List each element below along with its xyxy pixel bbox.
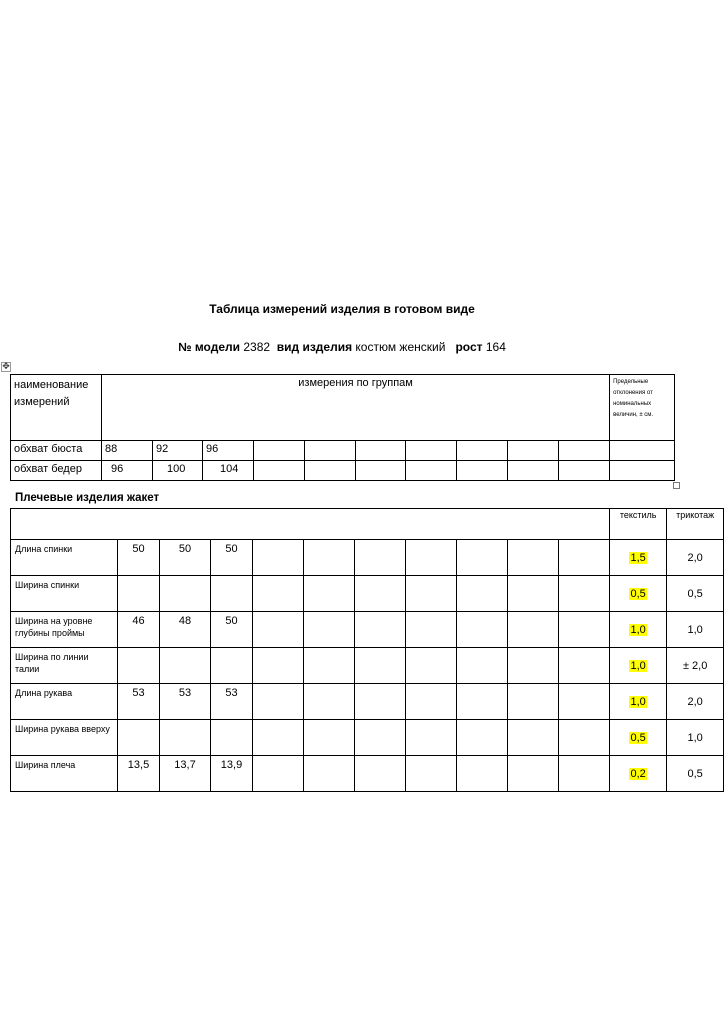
value-cell xyxy=(118,648,160,684)
textile-tolerance-value: 1,0 xyxy=(630,659,646,672)
value-cell: 92 xyxy=(153,441,203,461)
value-cell xyxy=(211,648,253,684)
table-row xyxy=(11,612,724,648)
kind-value: костюм женский xyxy=(355,340,446,354)
empty-cell xyxy=(253,720,304,756)
empty-cell xyxy=(559,648,610,684)
kind-label: вид изделия xyxy=(276,340,353,354)
textile-tolerance-value: 1,0 xyxy=(630,623,646,636)
row-label: Ширина спинки xyxy=(11,576,118,612)
value-cell xyxy=(118,720,160,756)
row-label: Ширина по линии талии xyxy=(11,648,118,684)
table-move-handle-icon[interactable]: ✥ xyxy=(2,362,10,372)
empty-cell xyxy=(254,441,305,461)
textile-tolerance-value: 0,2 xyxy=(630,767,646,780)
empty-cell xyxy=(406,720,457,756)
empty-cell xyxy=(304,540,355,576)
value-cell xyxy=(160,720,211,756)
empty-cell xyxy=(406,461,457,481)
textile-tolerance-cell xyxy=(610,576,667,612)
model-info-line xyxy=(0,340,684,354)
value-cell xyxy=(160,648,211,684)
knit-tolerance-value: 0,5 xyxy=(667,756,724,792)
value-cell: 104 xyxy=(203,461,254,481)
value-cell: 96 xyxy=(102,461,153,481)
empty-cell xyxy=(406,540,457,576)
textile-tolerance-cell xyxy=(610,648,667,684)
table-row xyxy=(11,756,724,792)
empty-cell xyxy=(355,720,406,756)
empty-cell xyxy=(356,461,406,481)
empty-cell xyxy=(406,756,457,792)
section-title: Плечевые изделия жакет xyxy=(15,492,160,504)
value-cell: 50 xyxy=(211,612,253,648)
row-label: Длина спинки xyxy=(11,540,118,576)
table-row xyxy=(11,540,724,576)
empty-cell xyxy=(508,576,559,612)
row-label: Ширина рукава вверху xyxy=(11,720,118,756)
empty-cell xyxy=(508,684,559,720)
textile-tolerance-cell xyxy=(610,720,667,756)
empty-cell xyxy=(457,540,508,576)
knit-tolerance-value: 2,0 xyxy=(667,684,724,720)
table-row xyxy=(11,576,724,612)
empty-cell xyxy=(305,441,356,461)
value-cell: 46 xyxy=(118,612,160,648)
empty-cell xyxy=(304,576,355,612)
empty-cell xyxy=(457,720,508,756)
header-row xyxy=(11,509,724,540)
empty-cell xyxy=(253,540,304,576)
empty-cell xyxy=(355,684,406,720)
empty-cell xyxy=(559,576,610,612)
measurements-table-groups xyxy=(10,374,675,481)
value-cell xyxy=(160,576,211,612)
value-cell: 50 xyxy=(118,540,160,576)
empty-cell xyxy=(355,540,406,576)
value-cell: 13,7 xyxy=(160,756,211,792)
textile-tolerance-value: 1,5 xyxy=(630,551,646,564)
empty-cell xyxy=(304,612,355,648)
header-groups-cell xyxy=(102,375,610,441)
empty-cell xyxy=(304,648,355,684)
col-knit: трикотаж xyxy=(667,509,724,540)
row-label: обхват бедер xyxy=(11,461,102,481)
header-name-cell xyxy=(11,375,102,441)
empty-cell xyxy=(457,576,508,612)
value-cell xyxy=(118,576,160,612)
value-cell: 88 xyxy=(102,441,153,461)
empty-cell xyxy=(253,576,304,612)
textile-tolerance-value: 0,5 xyxy=(630,587,646,600)
row-label: обхват бюста xyxy=(11,441,102,461)
table-row xyxy=(11,441,675,461)
empty-cell xyxy=(508,441,559,461)
empty-cell xyxy=(304,720,355,756)
empty-cell xyxy=(559,720,610,756)
empty-cell xyxy=(559,684,610,720)
empty-cell xyxy=(508,461,559,481)
empty-cell xyxy=(304,756,355,792)
knit-tolerance-value: 0,5 xyxy=(667,576,724,612)
empty-cell xyxy=(355,576,406,612)
table-row xyxy=(11,684,724,720)
height-label: рост xyxy=(455,340,483,354)
empty-cell xyxy=(355,612,406,648)
empty-cell xyxy=(253,684,304,720)
textile-tolerance-cell xyxy=(610,612,667,648)
textile-tolerance-cell xyxy=(610,540,667,576)
header-deviation-cell xyxy=(610,375,675,441)
empty-cell xyxy=(253,612,304,648)
empty-cell xyxy=(253,648,304,684)
empty-cell xyxy=(304,684,355,720)
empty-cell xyxy=(559,461,610,481)
textile-tolerance-cell xyxy=(610,756,667,792)
knit-tolerance-value: 1,0 xyxy=(667,720,724,756)
height-value: 164 xyxy=(485,340,506,354)
empty-cell xyxy=(406,684,457,720)
model-label: № модели xyxy=(178,340,241,354)
col-textile: текстиль xyxy=(610,509,667,540)
value-cell: 53 xyxy=(118,684,160,720)
empty-cell xyxy=(253,756,304,792)
table-row xyxy=(11,720,724,756)
empty-cell xyxy=(406,612,457,648)
empty-cell xyxy=(406,648,457,684)
empty-cell xyxy=(508,648,559,684)
measurements-table-jacket xyxy=(10,508,724,792)
header-name: наименование измерений xyxy=(14,379,89,408)
empty-cell xyxy=(457,756,508,792)
textile-tolerance-value: 1,0 xyxy=(630,695,646,708)
value-cell: 50 xyxy=(211,540,253,576)
value-cell xyxy=(211,720,253,756)
empty-cell xyxy=(356,441,406,461)
row-label: Длина рукава xyxy=(11,684,118,720)
empty-cell xyxy=(254,461,305,481)
empty-cell xyxy=(457,612,508,648)
empty-cell xyxy=(508,612,559,648)
empty-cell xyxy=(508,540,559,576)
empty-cell xyxy=(457,441,508,461)
value-cell: 53 xyxy=(211,684,253,720)
empty-cell xyxy=(305,461,356,481)
knit-tolerance-value: 2,0 xyxy=(667,540,724,576)
empty-cell xyxy=(355,648,406,684)
empty-cell xyxy=(559,612,610,648)
value-cell: 13,9 xyxy=(211,756,253,792)
row-label: Ширина плеча xyxy=(11,756,118,792)
knit-tolerance-value: 1,0 xyxy=(667,612,724,648)
knit-tolerance-value: ± 2,0 xyxy=(667,648,724,684)
empty-cell xyxy=(457,648,508,684)
empty-cell xyxy=(559,540,610,576)
value-cell: 100 xyxy=(153,461,203,481)
empty-cell xyxy=(406,441,457,461)
row-label: Ширина на уровне глубины проймы xyxy=(11,612,118,648)
empty-cell xyxy=(508,756,559,792)
table-row xyxy=(11,461,675,481)
empty-cell xyxy=(610,461,675,481)
value-cell xyxy=(211,576,253,612)
value-cell: 53 xyxy=(160,684,211,720)
textile-tolerance-cell xyxy=(610,684,667,720)
empty-cell xyxy=(508,720,559,756)
model-value: 2382 xyxy=(243,340,271,354)
header-deviation: Предельные отклонения от номинальных величин, ± см. xyxy=(613,379,654,418)
empty-cell xyxy=(457,461,508,481)
empty-cell xyxy=(355,756,406,792)
header-blank xyxy=(11,509,610,540)
empty-cell xyxy=(559,756,610,792)
empty-cell xyxy=(457,684,508,720)
value-cell: 48 xyxy=(160,612,211,648)
document-title: Таблица измерений изделия в готовом виде xyxy=(209,302,475,316)
empty-cell xyxy=(610,441,675,461)
table-resize-handle[interactable] xyxy=(673,482,680,489)
table-row xyxy=(11,648,724,684)
value-cell: 13,5 xyxy=(118,756,160,792)
header-groups: измерения по группам xyxy=(298,377,413,389)
value-cell: 50 xyxy=(160,540,211,576)
empty-cell xyxy=(406,576,457,612)
empty-cell xyxy=(559,441,610,461)
textile-tolerance-value: 0,5 xyxy=(630,731,646,744)
value-cell: 96 xyxy=(203,441,254,461)
